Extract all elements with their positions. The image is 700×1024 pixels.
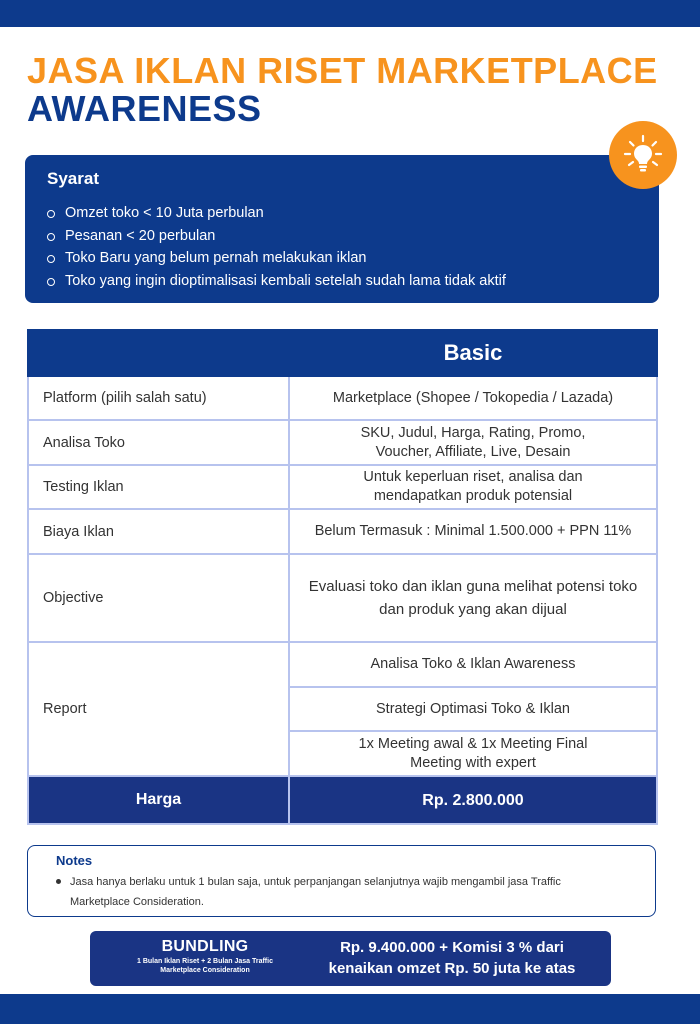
notes-text	[56, 872, 641, 912]
report-item	[289, 731, 657, 776]
plan-name: Basic	[289, 330, 657, 376]
price-label: Harga	[28, 776, 289, 824]
syarat-item: Toko yang ingin dioptimalisasi kembali setelah sudah lama tidak aktif	[47, 270, 637, 293]
pricing-table	[27, 329, 658, 825]
bundling-offer-line: kenaikan omzet Rp. 50 juta ke atas	[328, 960, 576, 977]
bottom-banner-bar	[0, 994, 700, 1024]
row-value: Belum Termasuk : Minimal 1.500.000 + PPN 11%	[289, 509, 657, 554]
row-label: Analisa Toko	[28, 420, 289, 465]
report-item: Strategi Optimasi Toko & Iklan	[289, 687, 657, 731]
row-value-line: SKU, Judul, Harga, Rating, Promo,	[360, 424, 586, 441]
page-title-line1: JASA IKLAN RISET MARKETPLACE	[27, 50, 658, 91]
row-value-line: mendapatkan produk potensial	[373, 488, 573, 504]
syarat-item: Pesanan < 20 perbulan	[47, 225, 637, 248]
bundling-left	[105, 938, 305, 975]
notes-box	[27, 845, 656, 917]
row-label: Biaya Iklan	[28, 509, 289, 554]
row-value-line: Untuk keperluan riset, analisa dan	[363, 469, 583, 485]
pricing-header-empty	[28, 330, 289, 376]
notes-text-line: Marketplace Consideration.	[70, 896, 204, 908]
syarat-panel	[25, 155, 659, 303]
row-value	[289, 465, 657, 509]
report-item-line: 1x Meeting awal & 1x Meeting Final	[358, 735, 588, 752]
bundling-title: BUNDLING	[161, 938, 249, 955]
table-row-testing-iklan	[28, 465, 657, 509]
bundling-subtitle	[105, 957, 305, 975]
bundling-offer	[302, 937, 602, 979]
row-value-line: Evaluasi toko dan iklan guna melihat potensi toko	[308, 578, 638, 595]
bundling-offer-line: Rp. 9.400.000 + Komisi 3 % dari	[340, 939, 564, 956]
price-row	[28, 776, 657, 824]
lightbulb-icon	[609, 121, 677, 189]
bundling-subtitle-line: 1 Bulan Iklan Riset + 2 Bulan Jasa Traffic	[137, 958, 273, 965]
top-banner-bar	[0, 0, 700, 27]
syarat-list	[47, 202, 637, 292]
bundling-banner	[90, 931, 611, 986]
syarat-item: Omzet toko < 10 Juta perbulan	[47, 202, 637, 225]
row-label: Objective	[28, 554, 289, 642]
syarat-heading: Syarat	[47, 169, 99, 188]
table-row-report	[28, 642, 657, 687]
syarat-item: Toko Baru yang belum pernah melakukan iklan	[47, 247, 637, 270]
row-label: Platform (pilih salah satu)	[28, 376, 289, 420]
row-value-line: Voucher, Affiliate, Live, Desain	[375, 443, 571, 460]
report-item-line: Meeting with expert	[410, 754, 536, 771]
page-title-line2: AWARENESS	[27, 88, 262, 129]
table-row-objective	[28, 554, 657, 642]
bundling-subtitle-line: Marketplace Consideration	[160, 967, 250, 974]
row-label: Testing Iklan	[28, 465, 289, 509]
table-row-analisa-toko	[28, 420, 657, 465]
table-row-platform	[28, 376, 657, 420]
row-value: Marketplace (Shopee / Tokopedia / Lazada)	[289, 376, 657, 420]
price-value: Rp. 2.800.000	[289, 776, 657, 824]
notes-text-line: Jasa hanya berlaku untuk 1 bulan saja, untuk perpanjangan selanjutnya wajib mengambil jasa Traffic	[70, 876, 561, 888]
lightbulb-icon-graphic	[621, 133, 665, 177]
row-value	[289, 554, 657, 642]
row-value-line: dan produk yang akan dijual	[379, 601, 567, 618]
pricing-header-row	[28, 330, 657, 376]
row-label: Report	[28, 642, 289, 776]
row-value	[289, 420, 657, 465]
report-item: Analisa Toko & Iklan Awareness	[289, 642, 657, 687]
table-row-biaya-iklan	[28, 509, 657, 554]
notes-heading: Notes	[56, 853, 93, 868]
